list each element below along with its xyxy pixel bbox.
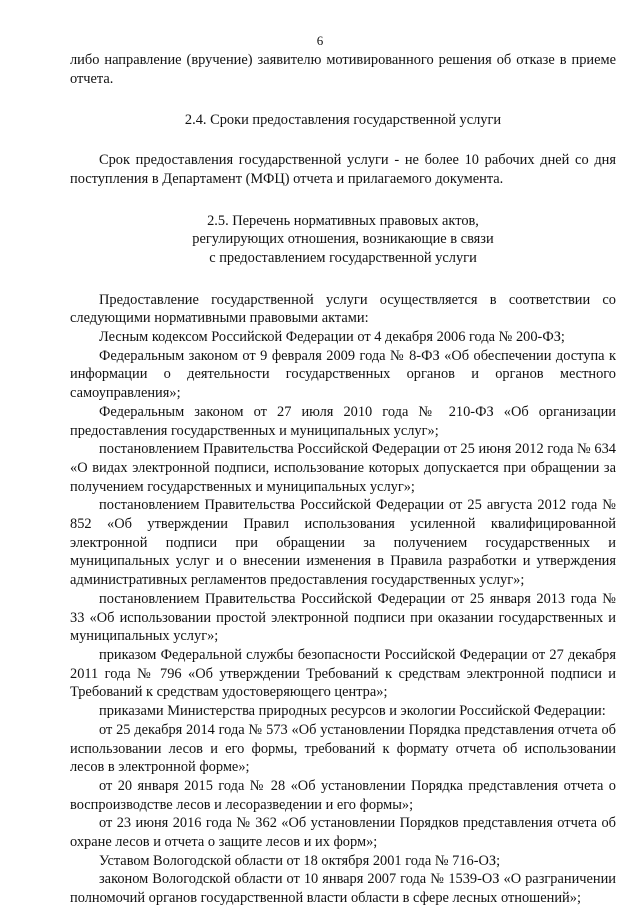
document-body [70,51,616,908]
section-2-5-heading-line-3: с предоставлением государственной услуги [209,249,477,266]
paragraph-charter-716: Уставом Вологодской области от 18 октября 2001 года № 716-ОЗ; [99,852,501,869]
page-number: 6 [316,33,324,48]
paragraph-law-8fz: Федеральным законом от 9 февраля 2009 года № 8-ФЗ «Об обеспечении доступа к информации о деятельности государственных органов и органов местного самоуправления»; [70,347,616,402]
paragraph-decree-634: постановлением Правительства Российской Федерации от 25 июня 2012 года № 634 «О видах электронной подписи, использование которых допускается при обращении за получением государственных и муниципальных услуг»; [70,441,616,495]
section-2-4-heading: 2.4. Сроки предоставления государственной услуги [184,112,502,129]
paragraph-law-210fz: Федеральным законом от 27 июля 2010 года № 210-ФЗ «Об организации предоставления государственных и муниципальных услуг»; [70,403,616,439]
section-2-5-heading-line-1: 2.5. Перечень нормативных правовых актов, [207,212,479,229]
paragraph-ministry-orders: приказами Министерства природных ресурсов и экологии Российской Федерации: [99,703,606,720]
paragraph-order-28: от 20 января 2015 года № 28 «Об установлении Порядка представления отчета о воспроизводстве лесов и лесоразведении и его формы»; [70,777,616,813]
paragraph-law-1539: законом Вологодской области от 10 января 2007 года № 1539-ОЗ «О разграничении полномочий органов государственной власти области в сфере лесных отношений»; [70,871,616,907]
section-2-5-heading-line-2: регулирующих отношения, возникающие в связи [192,231,494,248]
intro-continuation: либо направление (вручение) заявителю мотивированного решения об отказе в приеме отчета. [70,52,616,87]
paragraph-order-362: от 23 июня 2016 года № 362 «Об установлении Порядков представления отчета об охране лесов и отчета о защите лесов и их форм»; [70,815,616,851]
paragraph-order-796: приказом Федеральной службы безопасности Российской Федерации от 27 декабря 2011 года № 796 «Об утверждении Требований к средствам электронной подписи и Требований к средствам удостоверяющего центра»; [70,646,616,701]
paragraph-decree-852: постановлением Правительства Российской Федерации от 25 августа 2012 года № 852 «Об утверждении Правил использования усиленной квалифицированной электронной подписи при обращении за получением государственных и муниципальных услуг и о внесении изменения в Правила разработки и утверждения административных регламентов предоставления государственных услуг»; [70,497,616,589]
paragraph-intro: Предоставление государственной услуги осуществляется в соответствии со следующими нормативными правовыми актами: [70,291,616,327]
paragraph-order-573: от 25 декабря 2014 года № 573 «Об установлении Порядка представления отчета об использовании лесов и его формы, требований к формату отчета об использовании лесов в электронной форме»; [70,721,616,776]
paragraph-decree-33: постановлением Правительства Российской Федерации от 25 января 2013 года № 33 «Об использовании простой электронной подписи при оказании государственных и муниципальных услуг»; [70,590,616,645]
section-2-4-text: Срок предоставления государственной услуги - не более 10 рабочих дней со дня поступления в Департамент (МФЦ) отчета и прилагаемого документа. [70,152,616,187]
paragraph-forest-code: Лесным кодексом Российской Федерации от 4 декабря 2006 года № 200-ФЗ; [99,329,565,346]
